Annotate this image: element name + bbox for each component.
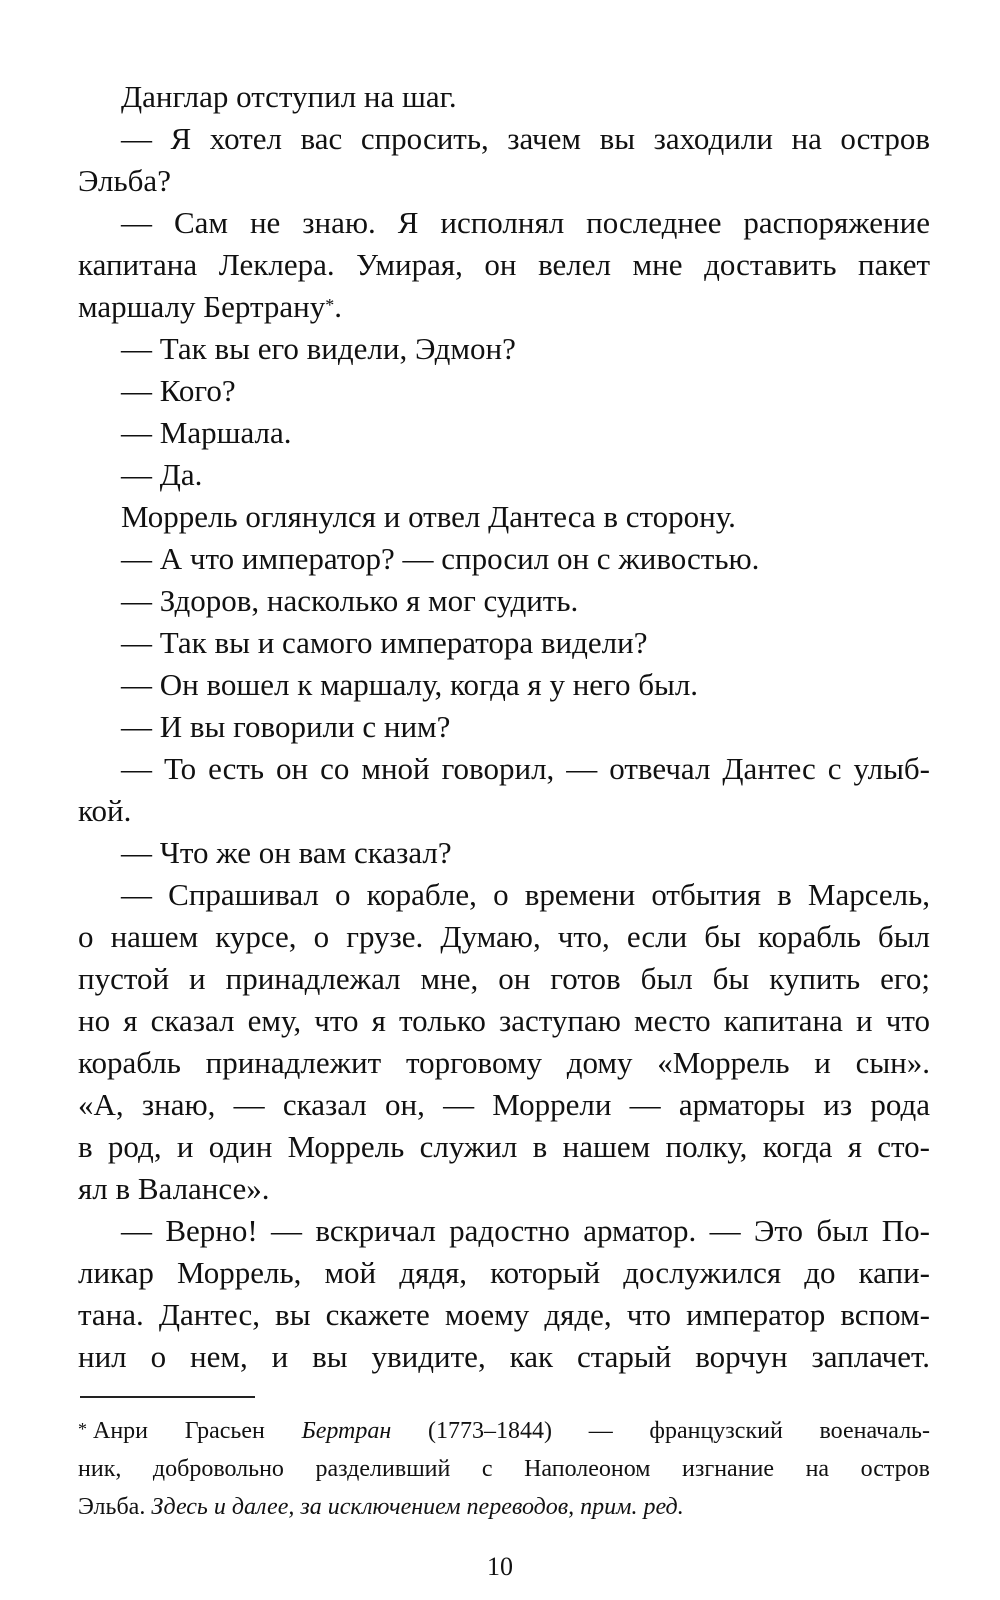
- text-line: — И вы говорили с ним?: [121, 709, 451, 744]
- text-line: — Верно! — вскричал радостно арматор. — Это был По-: [121, 1213, 930, 1248]
- text-line: — Я хотел вас спросить, зачем вы заходили на остров: [121, 121, 930, 156]
- footnote-divider: [80, 1396, 255, 1398]
- text-line: — То есть он со мной говорил, — отвечал Дантес с улыб-: [121, 751, 930, 786]
- text-line: — Так вы и самого императора видели?: [121, 625, 648, 660]
- footnote-line: [78, 1488, 930, 1526]
- footnote-reference-mark: *: [325, 295, 335, 315]
- text-line: Данглар отступил на шаг.: [121, 79, 457, 114]
- main-text: [78, 76, 930, 1378]
- text-line: — Спрашивал о корабле, о времени отбытия в Марсель,: [121, 877, 930, 912]
- text-line: — А что император? — спросил он с живостью.: [121, 541, 760, 576]
- text-line: — Кого?: [121, 373, 236, 408]
- text-line: корабль принадлежит торговому дому «Моррель и сын».: [78, 1045, 930, 1080]
- text-line: ял в Валансе».: [78, 1171, 270, 1206]
- footnote-marker: *: [78, 1419, 87, 1439]
- footnote-line: [78, 1412, 930, 1450]
- footnote-italic-name: Бертран: [301, 1418, 392, 1444]
- text-line: — Здоров, насколько я мог судить.: [121, 583, 579, 618]
- text-line: капитана Леклера. Умирая, он велел мне доставить пакет: [78, 247, 930, 282]
- text-line: кой.: [78, 793, 132, 828]
- footnote-line: ник, добровольно разделивший с Наполеоном изгнание на остров: [78, 1456, 930, 1482]
- text-line: пустой и принадлежал мне, он готов был бы купить его;: [78, 961, 930, 996]
- text-line: — Что же он вам сказал?: [121, 835, 452, 870]
- text-line: тана. Дантес, вы скажете моему дяде, что император вспом-: [78, 1297, 930, 1332]
- page-number: 10: [487, 1552, 513, 1581]
- text-line: но я сказал ему, что я только заступаю место капитана и что: [78, 1003, 930, 1038]
- text-line: — Маршала.: [121, 415, 292, 450]
- text-line: Эльба?: [78, 163, 171, 198]
- text-line: о нашем курсе, о грузе. Думаю, что, если бы корабль был: [78, 919, 930, 954]
- text-line-content: маршалу Бертрану: [78, 289, 326, 324]
- text-line: Моррель оглянулся и отвел Дантеса в сторону.: [121, 499, 736, 534]
- footnote-editor-note: Здесь и далее, за исключением переводов, прим. ред.: [151, 1494, 684, 1520]
- text-line: — Да.: [121, 457, 203, 492]
- text-line: в род, и один Моррель служил в нашем полку, когда я сто-: [78, 1129, 930, 1164]
- text-line: — Сам не знаю. Я исполнял последнее распоряжение: [121, 205, 930, 240]
- text-line: — Так вы его видели, Эдмон?: [121, 331, 516, 366]
- text-line: ликар Моррель, мой дядя, который дослужился до капи-: [78, 1255, 930, 1290]
- text-line: [78, 286, 930, 328]
- text-line-trail: .: [334, 289, 342, 324]
- text-line: — Он вошел к маршалу, когда я у него был.: [121, 667, 699, 702]
- footnote: [78, 1412, 930, 1526]
- text-line: «А, знаю, — сказал он, — Моррели — арматоры из рода: [78, 1087, 930, 1122]
- footnote-text: Анри Грасьен: [93, 1418, 302, 1444]
- footnote-text: Эльба.: [78, 1494, 152, 1520]
- footnote-text: (1773–1844) — французский военачаль-: [391, 1418, 930, 1444]
- text-line: нил о нем, и вы увидите, как старый ворчун заплачет.: [78, 1339, 930, 1374]
